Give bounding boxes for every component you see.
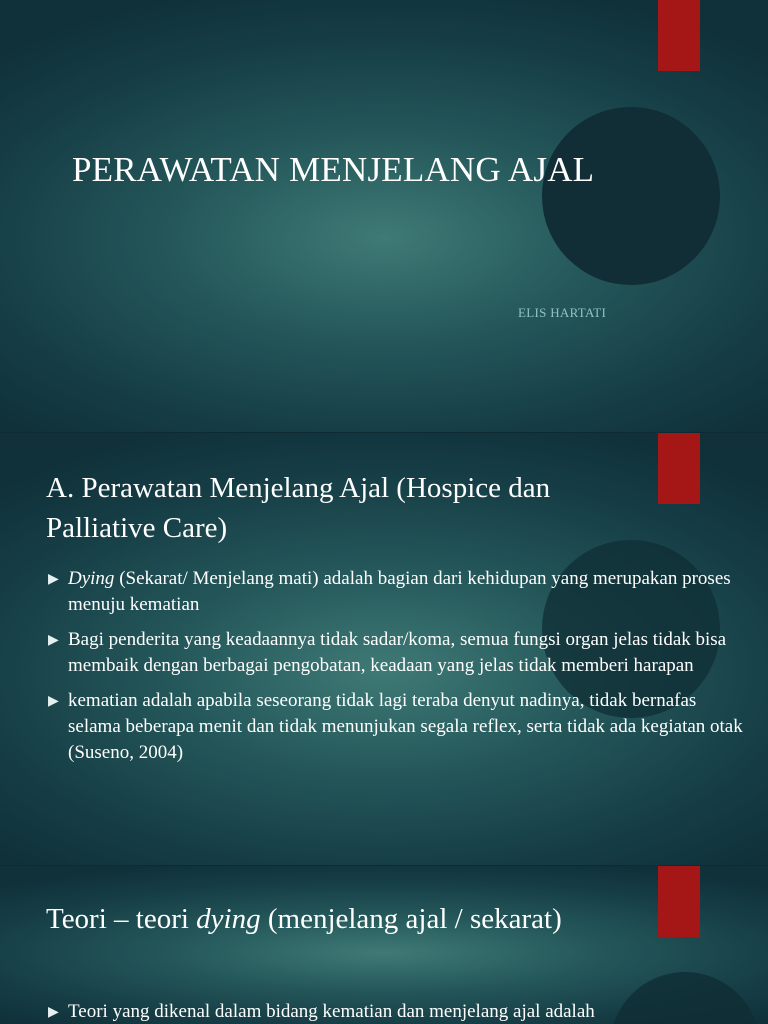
list-item (48, 566, 748, 618)
accent-bar (658, 0, 700, 71)
slide-author: ELIS HARTATI (518, 305, 607, 320)
accent-bar (658, 433, 700, 504)
list-item (48, 999, 748, 1024)
heading-pre: Teori – teori (46, 903, 197, 935)
triangle-right-icon: ▶ (48, 572, 59, 587)
slide-heading (46, 899, 566, 939)
slide-heading: A. Perawatan Menjelang Ajal (Hospice dan Palliative Care) (46, 472, 551, 544)
triangle-right-icon: ▶ (48, 694, 59, 709)
bullet-text: (Sekarat/ Menjelang mati) adalah bagian dari kehidupan yang merupakan proses menuju kematian (68, 568, 731, 615)
triangle-right-icon: ▶ (48, 1005, 59, 1020)
slide-theories (0, 866, 768, 1024)
slide-title-text: PERAWATAN MENJELANG AJAL (72, 150, 595, 189)
bullet-list (48, 566, 748, 775)
list-item (48, 688, 748, 766)
heading-italic: dying (196, 903, 261, 935)
triangle-right-icon: ▶ (48, 633, 59, 648)
bullet-text: Teori yang dikenal dalam bidang kematian dan menjelang ajal adalah (68, 1001, 595, 1022)
heading-post: (menjelang ajal / sekarat) (260, 903, 562, 935)
bullet-italic: Dying (68, 568, 115, 589)
decorative-circle (542, 107, 720, 285)
list-item (48, 627, 748, 679)
accent-bar (658, 866, 700, 937)
bullet-text: kematian adalah apabila seseorang tidak lagi teraba denyut nadinya, tidak bernafas selama beberapa menit dan tidak menunjukan segala reflex, serta tidak ada kegiatan otak (Suseno, 2004) (68, 690, 743, 763)
slide-title (0, 0, 768, 432)
bullet-text: Bagi penderita yang keadaannya tidak sadar/koma, semua fungsi organ jelas tidak bisa membaik dengan berbagai pengobatan, keadaan yang jelas tidak memberi harapan (68, 629, 727, 676)
bullet-list (48, 999, 748, 1024)
slide-hospice (0, 433, 768, 865)
